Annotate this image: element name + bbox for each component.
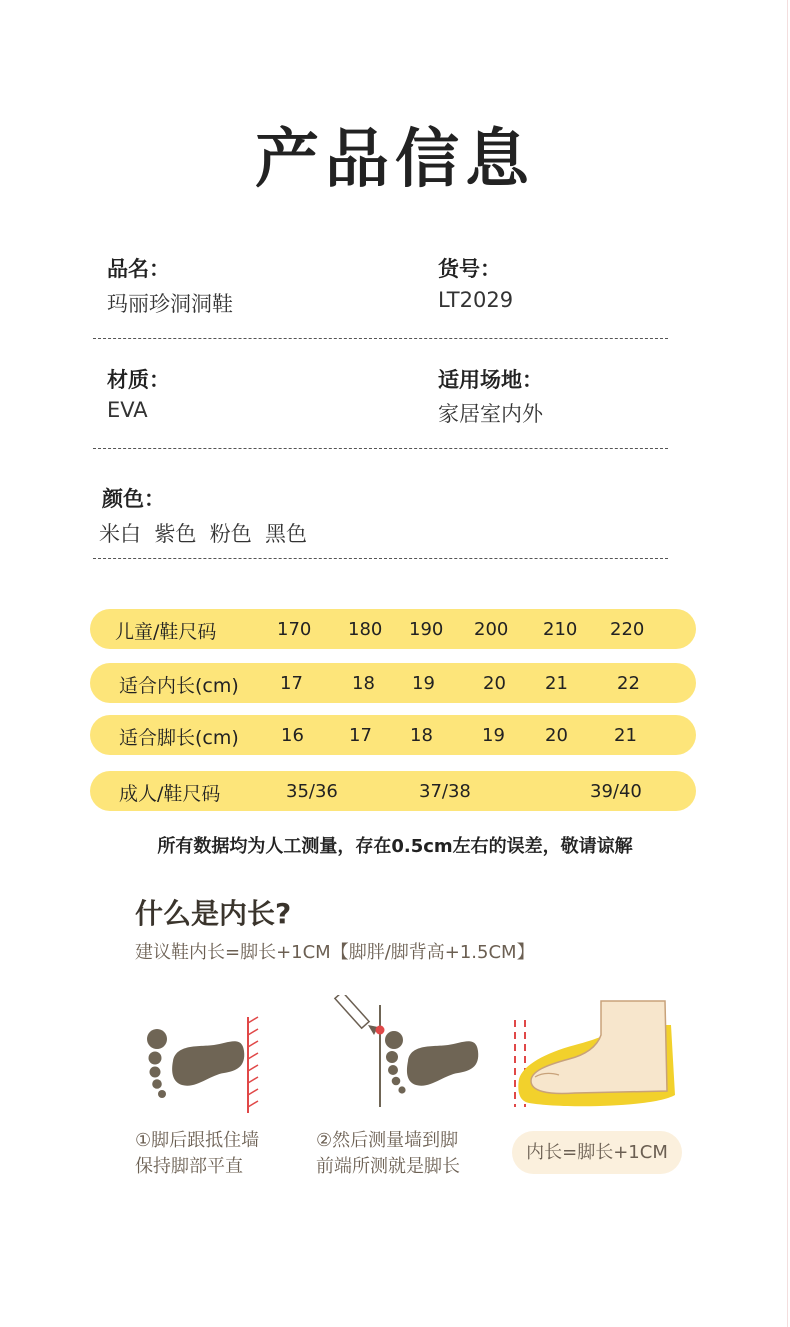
size-cell: 220 — [610, 619, 645, 640]
guide-subtitle: 建议鞋内长=脚长+1CM【脚胖/脚背高+1.5CM】 — [135, 942, 535, 963]
venue-value: 家居室内外 — [438, 402, 543, 426]
size-cell: 17 — [280, 673, 303, 694]
size-cell: 19 — [412, 673, 435, 694]
color-value: 米白 紫色 粉色 黑色 — [99, 522, 308, 546]
size-cell: 170 — [277, 619, 312, 640]
size-cell: 18 — [352, 673, 375, 694]
step2-caption — [316, 1128, 460, 1180]
material-value: EVA — [107, 398, 148, 422]
size-row-inner-length — [90, 663, 696, 703]
step2-caption-line2: 前端所测就是脚长 — [316, 1156, 460, 1177]
divider — [93, 448, 668, 449]
page-title: 产品信息 — [255, 123, 535, 197]
size-row-foot-length — [90, 715, 696, 755]
foot-against-wall-icon — [140, 1015, 265, 1115]
toe-icons — [147, 1029, 167, 1098]
product-name-label: 品名： — [107, 257, 170, 281]
step1-caption — [135, 1128, 259, 1180]
size-cell: 200 — [474, 619, 509, 640]
formula-pill: 内长=脚长+1CM — [512, 1131, 682, 1174]
measure-foot-icon — [330, 995, 480, 1110]
size-cell: 18 — [410, 725, 433, 746]
size-row-kids — [90, 609, 696, 649]
venue-label: 适用场地： — [438, 368, 543, 392]
step2-caption-line1: ②然后测量墙到脚 — [316, 1130, 459, 1151]
step1-caption-line2: 保持脚部平直 — [135, 1156, 243, 1177]
guide-title: 什么是内长? — [135, 897, 292, 930]
size-cell: 21 — [614, 725, 637, 746]
divider — [93, 558, 668, 559]
color-label: 颜色： — [102, 487, 165, 511]
size-cell: 35/36 — [286, 781, 338, 802]
pencil-icon — [335, 995, 378, 1035]
size-cell: 19 — [482, 725, 505, 746]
size-cell: 20 — [545, 725, 568, 746]
size-row-adult — [90, 771, 696, 811]
size-cell: 21 — [545, 673, 568, 694]
sole-icon — [172, 1041, 244, 1085]
size-cell: 20 — [483, 673, 506, 694]
material-label: 材质： — [107, 368, 170, 392]
product-sku-label: 货号： — [438, 257, 501, 281]
size-cell: 16 — [281, 725, 304, 746]
product-sku-value: LT2029 — [438, 288, 514, 312]
size-cell: 37/38 — [419, 781, 471, 802]
divider — [93, 338, 668, 339]
size-cell: 180 — [348, 619, 383, 640]
measurement-disclaimer: 所有数据均为人工测量，存在0.5cm左右的误差，敬请谅解 — [157, 836, 633, 857]
size-row-label: 适合内长(cm) — [119, 675, 239, 697]
size-cell: 39/40 — [590, 781, 642, 802]
product-name-value: 玛丽珍洞洞鞋 — [107, 292, 233, 316]
size-cell: 17 — [349, 725, 372, 746]
size-row-label: 儿童/鞋尺码 — [115, 621, 217, 643]
size-row-label: 成人/鞋尺码 — [119, 783, 221, 805]
foot-in-shoe-icon — [505, 995, 685, 1110]
size-cell: 210 — [543, 619, 578, 640]
size-cell: 22 — [617, 673, 640, 694]
size-cell: 190 — [409, 619, 444, 640]
size-row-label: 适合脚长(cm) — [119, 727, 239, 749]
step1-caption-line1: ①脚后跟抵住墙 — [135, 1130, 260, 1151]
